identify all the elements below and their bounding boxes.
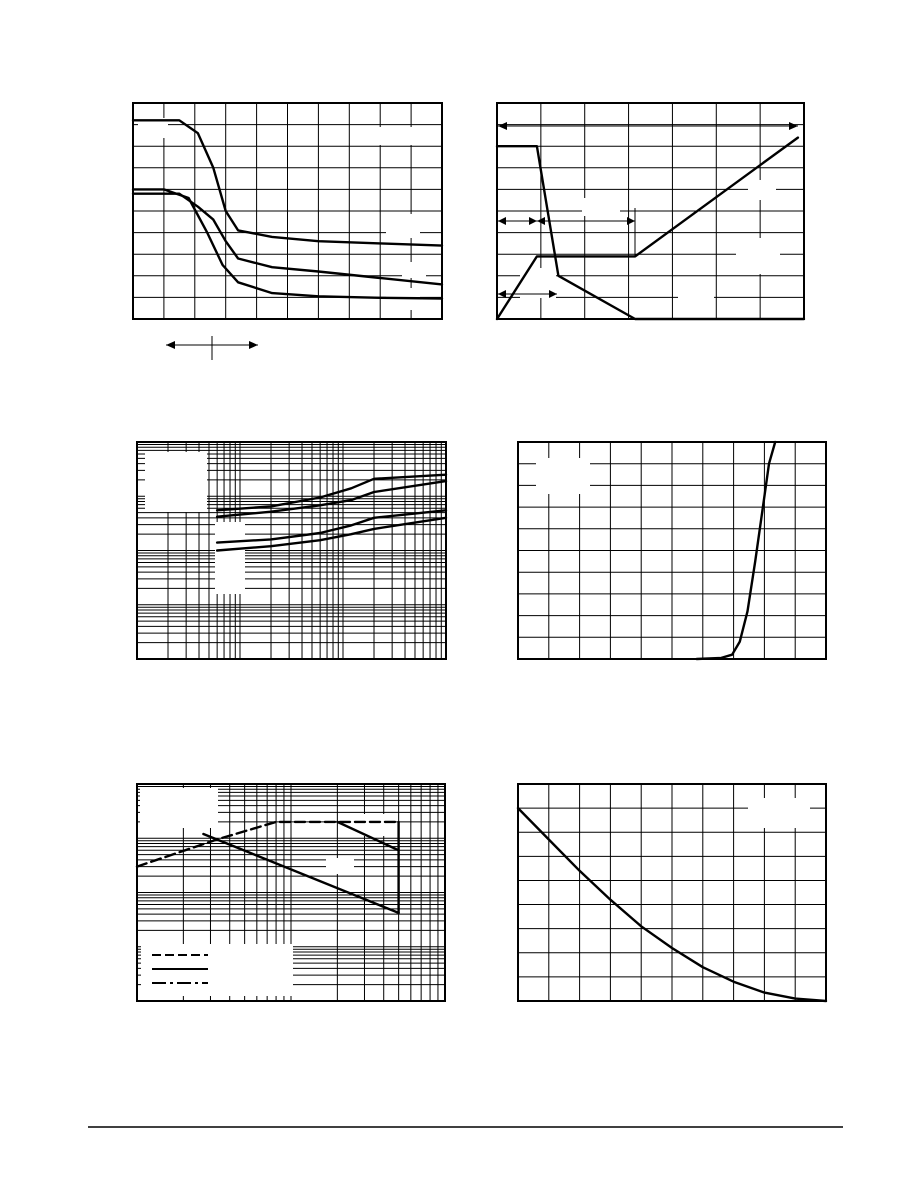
label-area-blank [348, 814, 390, 836]
label-area-blank [145, 452, 207, 512]
label-area-blank [376, 127, 432, 145]
chart-4 [518, 442, 826, 659]
chart-1-range-arrow [166, 336, 258, 360]
chart-2 [497, 103, 804, 319]
label-area-blank [678, 292, 714, 308]
label-area-blank [140, 788, 218, 828]
chart-5-legend [141, 944, 293, 996]
label-area-blank [215, 522, 245, 594]
chart-6 [518, 784, 826, 1001]
chart-3 [137, 442, 446, 659]
label-area-blank [748, 180, 776, 200]
label-area-blank [386, 214, 420, 238]
label-area-blank [536, 458, 590, 494]
label-area-blank [748, 798, 810, 828]
label-area-blank [736, 238, 780, 274]
label-area-blank [402, 262, 426, 278]
label-area-blank [582, 198, 620, 216]
chart-1 [133, 103, 442, 319]
label-area-blank [630, 108, 670, 122]
label-area-blank [326, 858, 354, 874]
